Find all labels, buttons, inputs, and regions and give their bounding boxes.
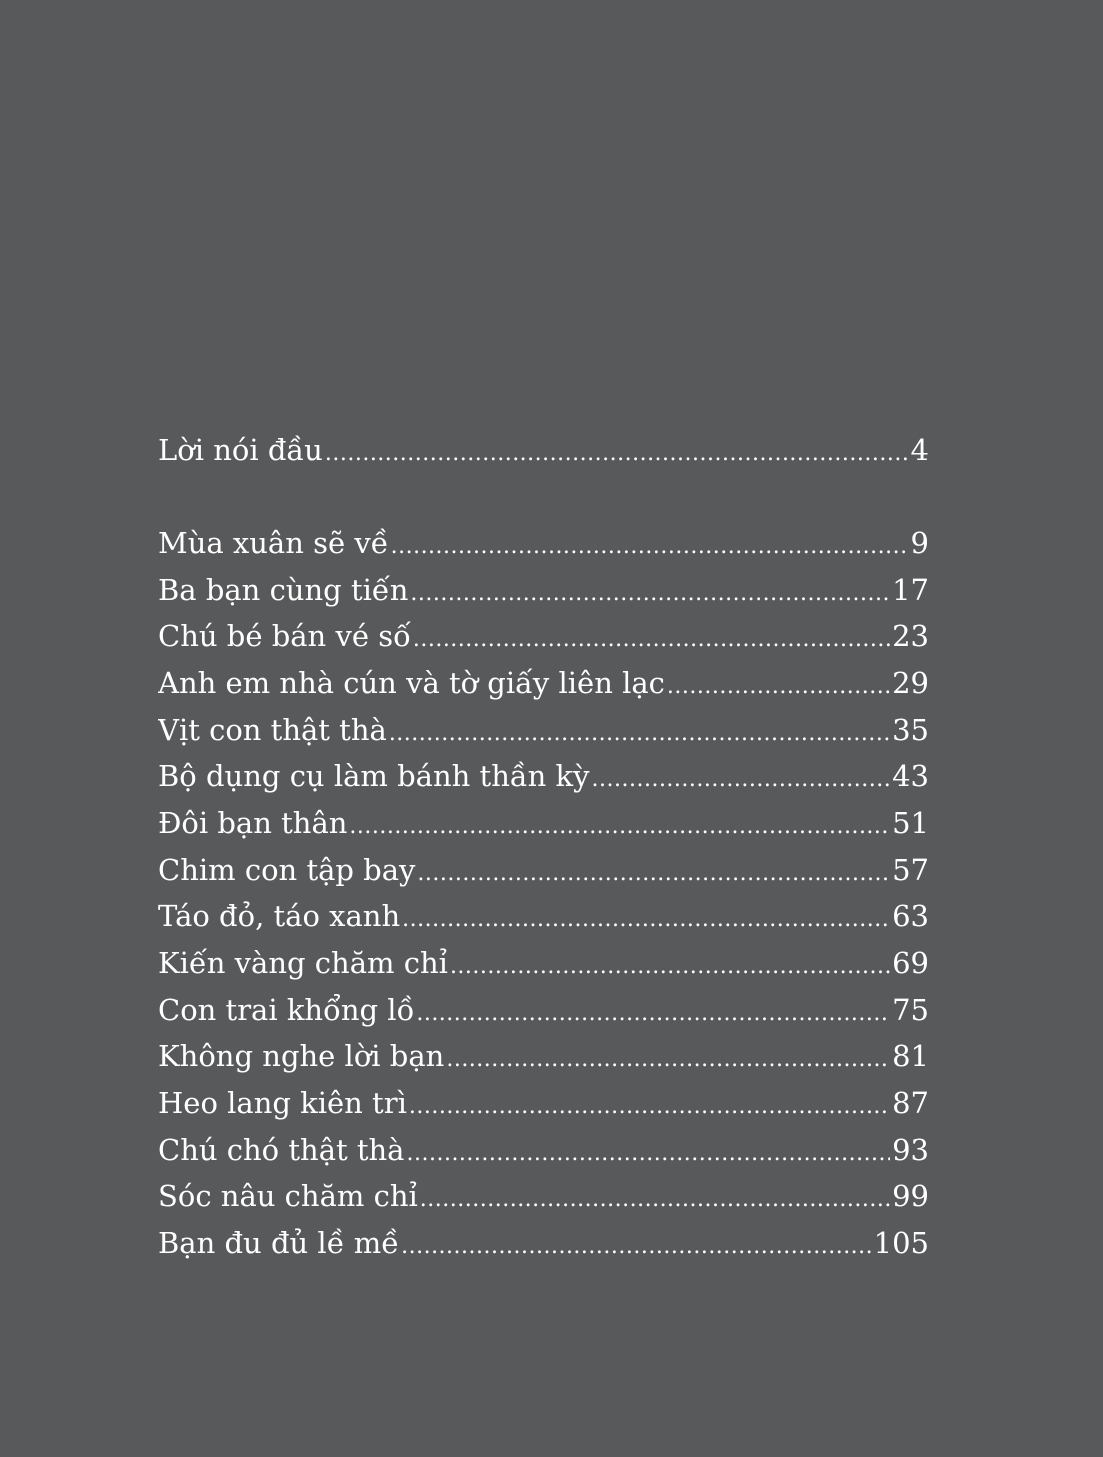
toc-leader-dots <box>325 432 909 472</box>
toc-leader-dots <box>410 572 890 612</box>
toc-entry-title: Chim con tập bay <box>158 853 416 887</box>
toc-entry-row <box>158 988 929 1032</box>
toc-entry-title: Chú chó thật thà <box>158 1133 405 1167</box>
toc-entry-title: Heo lang kiên trì <box>158 1086 407 1120</box>
toc-entry-row <box>158 1128 929 1172</box>
toc-entry-row <box>158 614 929 658</box>
toc-leader-dots <box>450 945 890 985</box>
toc-entry-title: Kiến vàng chăm chỉ <box>158 946 448 980</box>
toc-entry-row <box>158 848 929 892</box>
toc-leader-dots <box>389 712 890 752</box>
toc-leader-dots <box>391 525 909 565</box>
toc-entry-page: 99 <box>892 1179 929 1213</box>
toc-entry-title: Chú bé bán vé số <box>158 619 411 653</box>
toc-leader-dots <box>667 665 890 705</box>
toc-leader-dots <box>402 898 890 938</box>
toc-entry-row <box>158 1081 929 1125</box>
toc-entry-page: 51 <box>892 806 929 840</box>
toc-entry-row <box>158 754 929 798</box>
toc-preface-row <box>158 428 929 472</box>
toc-leader-dots <box>446 1038 890 1078</box>
toc-entry-title: Anh em nhà cún và tờ giấy liên lạc <box>158 666 665 700</box>
toc-entry-title: Vịt con thật thà <box>158 713 387 747</box>
toc-entry-row <box>158 894 929 938</box>
toc-leader-dots <box>413 618 890 658</box>
toc-entry-page: 17 <box>892 573 929 607</box>
toc-leader-dots <box>349 805 890 845</box>
toc-entry-page: 57 <box>892 853 929 887</box>
toc-entry-row <box>158 708 929 752</box>
toc-entry-title: Đôi bạn thân <box>158 806 348 840</box>
toc-entry-title: Con trai khổng lồ <box>158 993 415 1027</box>
toc-entry-title: Mùa xuân sẽ về <box>158 526 389 560</box>
toc-entry-row <box>158 661 929 705</box>
toc-entry-title: Bạn đu đủ lề mề <box>158 1226 400 1260</box>
toc-leader-dots <box>406 1132 890 1172</box>
toc-entry-page: 81 <box>892 1039 929 1073</box>
toc-entry-row <box>158 1034 929 1078</box>
toc-entry-page: 93 <box>892 1133 929 1167</box>
toc-entry-row <box>158 1221 929 1265</box>
toc-entry-page: 43 <box>892 759 929 793</box>
toc-entry-row <box>158 568 929 612</box>
toc-entry-page: 63 <box>892 899 929 933</box>
toc-entry-page: 105 <box>873 1226 929 1260</box>
toc-entry-page: 9 <box>910 526 929 560</box>
toc-entry-page: 35 <box>892 713 929 747</box>
toc-entry-title: Sóc nâu chăm chỉ <box>158 1179 418 1213</box>
toc-entry-title: Không nghe lời bạn <box>158 1039 445 1073</box>
toc-entry-row <box>158 941 929 985</box>
toc-entry-page: 87 <box>892 1086 929 1120</box>
toc-entry-page: 75 <box>892 993 929 1027</box>
toc-leader-dots <box>416 992 890 1032</box>
toc-entry-page: 69 <box>892 946 929 980</box>
toc-leader-dots <box>401 1225 872 1265</box>
toc-entry-page: 23 <box>892 619 929 653</box>
toc-leader-dots <box>420 1178 890 1218</box>
toc-entry-title: Ba bạn cùng tiến <box>158 573 409 607</box>
toc-entry-row <box>158 1174 929 1218</box>
toc-leader-dots <box>417 852 890 892</box>
toc-entry-page: 29 <box>892 666 929 700</box>
toc-entry-title: Táo đỏ, táo xanh <box>158 899 401 933</box>
toc-entry-row <box>158 801 929 845</box>
toc-entry-row <box>158 521 929 565</box>
toc-leader-dots <box>592 758 891 798</box>
table-of-contents <box>158 0 929 1457</box>
toc-entry-title: Bộ dụng cụ làm bánh thần kỳ <box>158 759 590 793</box>
toc-leader-dots <box>409 1085 890 1125</box>
toc-preface-title: Lời nói đầu <box>158 433 323 467</box>
toc-preface-page: 4 <box>910 433 929 467</box>
